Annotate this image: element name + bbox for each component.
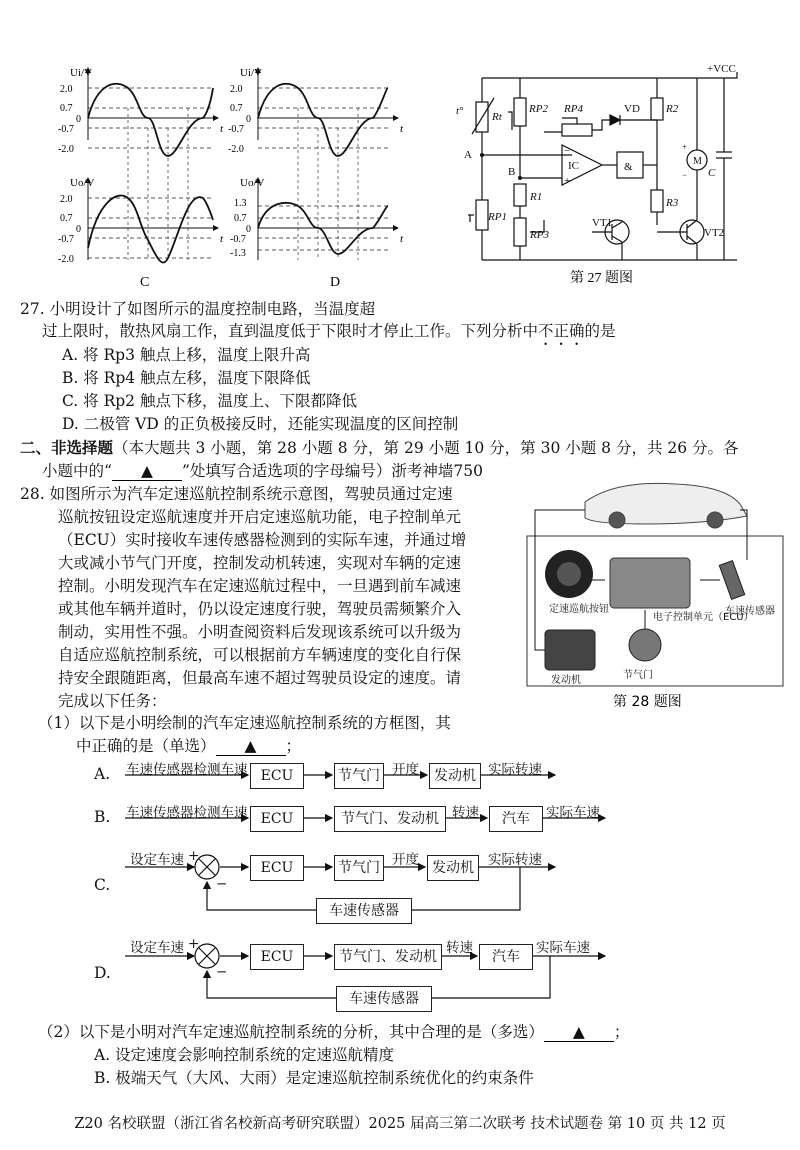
answer-blank: ▲ — [112, 462, 182, 481]
temp-label: t° — [456, 105, 464, 117]
section2-text: 小题中的“ — [42, 462, 112, 480]
diagram-letter: C. — [94, 876, 111, 894]
signal-label: 开度 — [392, 762, 419, 778]
tick-label: 2.0 — [60, 194, 73, 205]
q27-stem-end: 的是 — [584, 322, 616, 340]
minus-label: − — [564, 145, 571, 157]
diagram-output: 实际车速 — [536, 940, 590, 956]
diagram-input: 设定车速 — [130, 852, 184, 868]
tick-label: -1.3 — [230, 248, 246, 259]
q28-sub1-text: 中正确的是（单选） — [76, 737, 216, 755]
q28-line: 持安全跟随距离，但最高车速不超过驾驶员设定的速度。请 — [58, 669, 462, 687]
tick-label: -0.7 — [230, 234, 246, 245]
block-throttle: 节气门 — [334, 763, 384, 789]
diagram-letter: B. — [94, 808, 111, 826]
vt1-label: VT1 — [592, 217, 613, 229]
axis-label: t — [220, 123, 224, 135]
q28-line: 大或减小节气门开度，控制发动机转速，实现对车辆的定速 — [58, 554, 462, 572]
cap-label: C — [708, 167, 716, 179]
tick-label: 0 — [76, 114, 81, 125]
vcc-label: +VCC — [707, 63, 736, 75]
q27-option-c: C. 将 Rp2 触点下移，温度上、下限都降低 — [62, 392, 357, 410]
q27-stem-line1: 27. 小明设计了如图所示的温度控制电路，当温度超 — [20, 300, 376, 318]
circuit-figure-27 — [452, 60, 757, 292]
axis-label: Ui/V — [70, 67, 92, 79]
signal-label: 开度 — [392, 852, 419, 868]
diagram-output: 实际车速 — [546, 805, 600, 821]
block-ecu: ECU — [250, 806, 304, 832]
section2-text2: ”处填写合适选项的字母编号）浙考神墙750 — [181, 462, 483, 480]
rp1-label: RP1 — [488, 211, 507, 223]
axis-label: t — [220, 233, 224, 245]
tick-label: 0 — [246, 114, 251, 125]
minus-sign: − — [216, 876, 228, 892]
block-car: 汽车 — [479, 944, 533, 970]
diagram-output: 实际转速 — [488, 762, 542, 778]
q28-line: 巡航按钮设定巡航速度并开启定速巡航功能，电子控制单元 — [58, 508, 462, 526]
rp3-label: RP3 — [530, 229, 549, 241]
q27-option-d: D. 二极管 VD 的正负极接反时，还能实现温度的区间控制 — [62, 415, 459, 433]
vt2-label: VT2 — [704, 227, 725, 239]
ecu-label: 电子控制单元（ECU） — [653, 612, 754, 623]
diagram-input: 车速传感器检测车速 — [126, 762, 248, 778]
block-throttle-engine: 节气门、发动机 — [334, 806, 446, 832]
q28-sub1-line1: （1）以下是小明绘制的汽车定速巡航控制系统的方框图，其 — [38, 714, 451, 732]
q28-sub2-line — [38, 1021, 629, 1043]
axis-label: Uo/V — [240, 177, 265, 189]
block-ecu: ECU — [250, 763, 304, 789]
motor-label: M — [693, 156, 702, 167]
axis-label: Uo/V — [70, 177, 95, 189]
q28-sub2-end: ； — [613, 1023, 630, 1041]
r3-label: R3 — [666, 197, 679, 209]
block-car: 汽车 — [489, 806, 543, 832]
q28-line: 自适应巡航控制系统，可以根据前方车辆速度的变化自行保 — [58, 646, 462, 664]
minus-sign: − — [216, 964, 228, 980]
rp4-label: RP4 — [564, 103, 583, 115]
throttle-icon — [629, 629, 661, 661]
figure-label-c: C — [140, 275, 150, 290]
diagram-input: 设定车速 — [130, 940, 184, 956]
block-engine: 发动机 — [427, 855, 479, 881]
tick-label: 0.7 — [60, 103, 73, 114]
q28-sub2-option-b: B. 极端天气（大风、大雨）是定速巡航控制系统优化的约束条件 — [94, 1069, 534, 1087]
q27-option-b: B. 将 Rp4 触点左移，温度下限降低 — [62, 369, 311, 387]
plus-sign: + — [188, 936, 200, 952]
sensor-label: 车速传感器 — [725, 606, 775, 617]
diagram-letter: D. — [94, 964, 111, 982]
tick-label: 2.0 — [230, 84, 243, 95]
tick-label: 0.7 — [230, 103, 243, 114]
answer-blank: ▲ — [544, 1023, 614, 1042]
block-speed-sensor: 车速传感器 — [316, 898, 412, 924]
section2-rest: （本大题共 3 小题，第 28 小题 8 分，第 29 小题 10 分，第 30 小题 8 分，共 26 分。各 — [113, 439, 739, 457]
tick-label: -2.0 — [58, 144, 74, 155]
block-throttle: 节气门 — [334, 855, 384, 881]
signal-label: 转速 — [446, 940, 473, 956]
q28-line: 或其他车辆并道时，仍以设定速度行驶，驾驶员需频繁介入 — [58, 600, 462, 618]
section2-title: 二、非选择题 — [20, 438, 114, 457]
throttle-label: 节气门 — [623, 670, 653, 681]
waveform-svg — [40, 60, 420, 292]
block-ecu: ECU — [250, 944, 304, 970]
tick-label: 2.0 — [60, 84, 73, 95]
ecu-icon — [610, 558, 690, 608]
axis-label: Ui/V — [240, 67, 262, 79]
answer-blank: ▲ — [216, 737, 286, 756]
rt-label: Rt — [492, 111, 502, 123]
block-ecu: ECU — [250, 855, 304, 881]
q28-line: （ECU）实时接收车速传感器检测到的实际车速，并通过增 — [58, 531, 467, 549]
circuit-svg — [452, 60, 757, 292]
diagram-output: 实际转速 — [488, 852, 542, 868]
waveform-c-uo — [58, 177, 224, 265]
tick-label: -2.0 — [228, 144, 244, 155]
button-label: 定速巡航按钮 — [549, 604, 609, 615]
motor-plus: + — [682, 142, 688, 152]
figure-caption-28: 第 28 题图 — [613, 694, 682, 710]
section2-header — [20, 437, 739, 459]
block-engine: 发动机 — [429, 763, 481, 789]
q28-line: 控制。小明发现汽车在定速巡航过程中，一旦遇到前车减速 — [58, 577, 462, 595]
q28-line: 28. 如图所示为汽车定速巡航控制系统示意图，驾驶员通过定速 — [20, 485, 453, 503]
tick-label: 0 — [246, 224, 251, 235]
engine-icon — [545, 630, 595, 670]
and-gate-label: & — [624, 161, 633, 173]
figure-label-d: D — [330, 275, 341, 290]
block-throttle-engine: 节气门、发动机 — [334, 944, 442, 970]
waveform-d-uo — [230, 177, 404, 260]
diagram-letter: A. — [94, 765, 111, 783]
q28-sub2-option-a: A. 设定速度会影响控制系统的定速巡航精度 — [94, 1046, 395, 1064]
q27-stem-text: 过上限时，散热风扇工作，直到温度低于下限时才停止工作。下列分析中 — [42, 322, 539, 340]
tick-label: -2.0 — [58, 254, 74, 265]
axis-label: t — [400, 233, 404, 245]
page-footer: Z20 名校联盟（浙江省名校新高考研究联盟）2025 届高三第二次联考 技术试题卷 第 10 页 共 12 页 — [74, 1116, 726, 1132]
node-a-label: A — [464, 149, 472, 161]
block-speed-sensor: 车速传感器 — [336, 986, 432, 1012]
diagram-input: 车速传感器检测车速 — [126, 805, 248, 821]
tick-label: -0.7 — [228, 124, 244, 135]
node-b-label: B — [508, 166, 516, 178]
vd-label: VD — [624, 103, 640, 115]
waveform-d-ui — [228, 67, 404, 156]
plus-label: + — [564, 175, 571, 187]
q28-sub1-end: ； — [285, 737, 302, 755]
axis-label: t — [400, 123, 404, 135]
speed-sensor-icon — [719, 561, 744, 600]
tick-label: -0.7 — [58, 234, 74, 245]
waveform-c-ui — [58, 67, 224, 156]
r1-label: R1 — [530, 191, 543, 203]
q28-line: 制动，实用性不强。小明查阅资料后发现该系统可以升级为 — [58, 623, 462, 641]
car-icon — [585, 483, 747, 528]
q27-option-a: A. 将 Rp3 触点上移，温度上限升高 — [62, 346, 311, 364]
q28-sub2-text: （2）以下是小明对汽车定速巡航控制系统的分析，其中合理的是（多选） — [38, 1023, 544, 1041]
signal-label: 转速 — [452, 805, 479, 821]
q28-sub1-line2 — [76, 735, 301, 757]
motor-minus: − — [682, 170, 688, 180]
plus-sign: + — [188, 848, 200, 864]
cruise-svg — [525, 480, 787, 712]
figure-caption-27: 第 27 题图 — [570, 271, 633, 286]
cruise-figure-28 — [525, 480, 787, 712]
r2-label: R2 — [666, 103, 679, 115]
engine-label: 发动机 — [551, 675, 581, 686]
rp2-label: RP2 — [529, 103, 548, 115]
tick-label: 0.7 — [60, 213, 73, 224]
tick-label: 0.7 — [234, 213, 247, 224]
tick-label: 1.3 — [234, 198, 247, 209]
q28-line: 完成以下任务： — [58, 692, 167, 710]
tick-label: 0 — [76, 224, 81, 235]
section2-line2 — [42, 460, 483, 482]
ic-label: IC — [568, 160, 579, 172]
q27-emphasis: 不正确 — [538, 322, 585, 340]
waveform-figure — [40, 60, 420, 292]
tick-label: -0.7 — [58, 124, 74, 135]
